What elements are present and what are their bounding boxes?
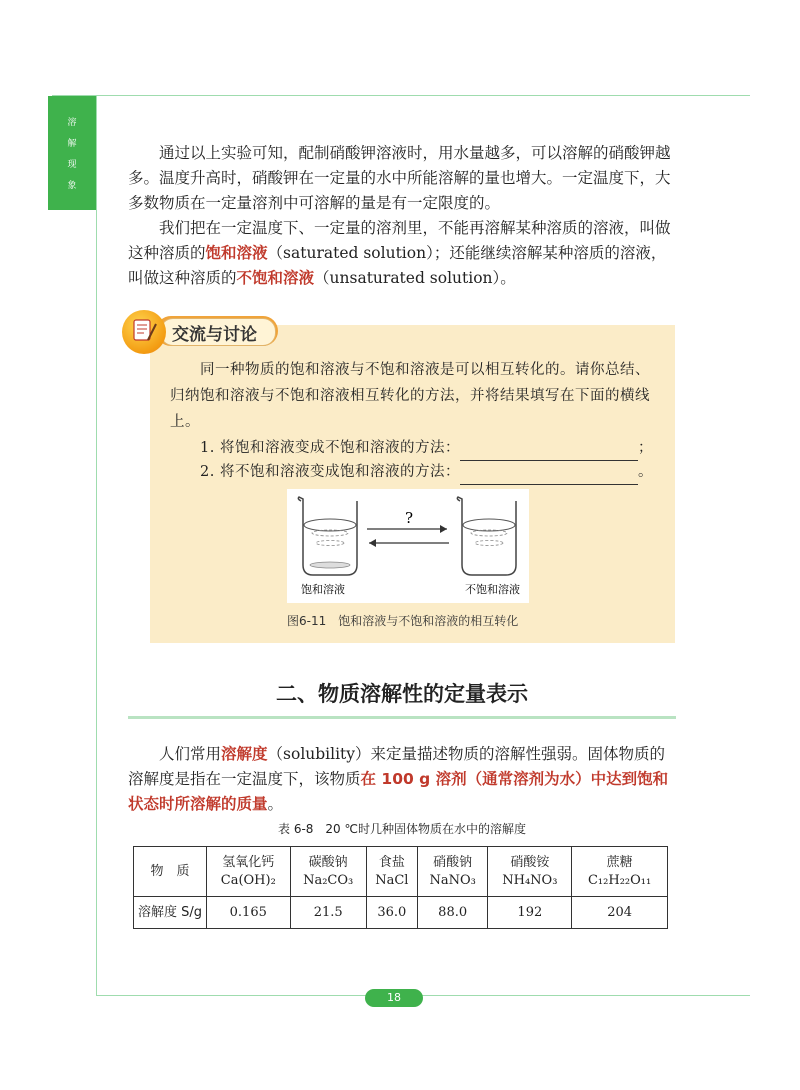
discussion-q1-text: 1. 将饱和溶液变成不饱和溶液的方法：	[200, 440, 460, 456]
discussion-q1	[170, 435, 660, 461]
label-unsaturated: 不饱和溶液	[465, 583, 520, 596]
paragraph-3-text-c: 。	[267, 795, 284, 813]
paragraph-2-text-b: （saturated solution）；还能继续溶解某种溶质的溶液，叫做这种溶质的	[128, 244, 667, 287]
table-row	[134, 897, 668, 929]
arrow-question-mark: ?	[404, 509, 414, 527]
discussion-intro	[170, 357, 660, 435]
side-tab-char: 溶	[67, 118, 77, 128]
keyword-solubility: 溶解度	[221, 745, 268, 763]
side-tab-char: 解	[67, 139, 77, 149]
table-cell: 蔗糖 C₁₂H₂₂O₁₁	[572, 847, 668, 897]
paragraph-3	[128, 742, 676, 817]
left-rule	[96, 95, 97, 995]
section-title: 二、物质溶解性的定量表示	[276, 682, 528, 706]
beaker-left-icon	[298, 497, 357, 575]
table-row-label: 溶解度 S/g	[134, 897, 207, 929]
discussion-q1-end: ；	[637, 440, 653, 456]
discussion-q2-text: 2. 将不饱和溶液变成饱和溶液的方法：	[200, 464, 460, 480]
table-title: 表 6-8 20 ℃时几种固体物质在水中的溶解度	[278, 822, 526, 836]
table-row	[134, 847, 668, 897]
paragraph-2	[128, 216, 676, 291]
paragraph-3-text-b: （solubility）来定量描述物质的溶解性强弱。固体物质的溶解度是指在一定温度下，该物质	[128, 745, 666, 788]
discussion-icon	[122, 310, 166, 354]
table-cell: 硝酸铵 NH₄NO₃	[488, 847, 572, 897]
discussion-title: 交流与讨论	[172, 325, 257, 345]
side-tab-char: 现	[67, 160, 77, 170]
paragraph-2-text-a: 我们把在一定温度下、一定量的溶剂里，不能再溶解某种溶质的溶液，叫做这种溶质的	[128, 219, 671, 262]
table-cell: 0.165	[207, 897, 291, 929]
table-cell: 21.5	[290, 897, 366, 929]
table-cell: 氢氧化钙 Ca(OH)₂	[207, 847, 291, 897]
discussion-q2	[170, 459, 660, 485]
keyword-unsaturated-solution: 不饱和溶液	[236, 269, 315, 287]
table-cell: 硝酸钠 NaNO₃	[417, 847, 488, 897]
discussion-q2-end: 。	[637, 464, 653, 480]
table-cell: 88.0	[417, 897, 488, 929]
chapter-side-tab	[48, 96, 96, 210]
table-cell: 36.0	[366, 897, 417, 929]
paragraph-2-text-c: （unsaturated solution）。	[314, 269, 516, 287]
paragraph-1-text: 通过以上实验可知，配制硝酸钾溶液时，用水量越多，可以溶解的硝酸钾越多。温度升高时，硝酸钾在一定量的水中所能溶解的量也增大。一定温度下，大多数物质在一定量溶剂中可溶解的量是有一定限度的。	[128, 144, 671, 212]
keyword-solubility-definition: 在 100 g 溶剂（通常溶剂为水）中达到饱和状态时所溶解的质量	[128, 770, 669, 813]
paragraph-3-text-a: 人们常用	[159, 745, 222, 763]
answer-blank-2[interactable]	[460, 468, 638, 485]
paragraph-1	[128, 141, 676, 216]
figure-caption: 图6-11 饱和溶液与不饱和溶液的相互转化	[287, 614, 519, 628]
table-header-label: 物 质	[134, 847, 207, 897]
bottom-rule	[96, 995, 750, 996]
table-cell: 204	[572, 897, 668, 929]
section-rule	[128, 716, 676, 719]
table-cell: 食盐 NaCl	[366, 847, 417, 897]
page-number: 18	[365, 989, 423, 1007]
label-saturated: 饱和溶液	[301, 583, 345, 596]
side-tab-char: 象	[67, 181, 77, 191]
conversion-arrows	[367, 525, 449, 547]
discussion-badge	[122, 310, 280, 348]
discussion-intro-text: 同一种物质的饱和溶液与不饱和溶液是可以相互转化的。请你总结、归纳饱和溶液与不饱和溶液相互转化的方法，并将结果填写在下面的横线上。	[170, 362, 650, 430]
keyword-saturated-solution: 饱和溶液	[205, 244, 268, 262]
solubility-table	[133, 846, 668, 929]
top-rule	[52, 95, 750, 96]
beaker-figure	[287, 489, 529, 603]
beaker-right-icon	[457, 497, 516, 575]
table-cell: 碳酸钠 Na₂CO₃	[290, 847, 366, 897]
table-cell: 192	[488, 897, 572, 929]
